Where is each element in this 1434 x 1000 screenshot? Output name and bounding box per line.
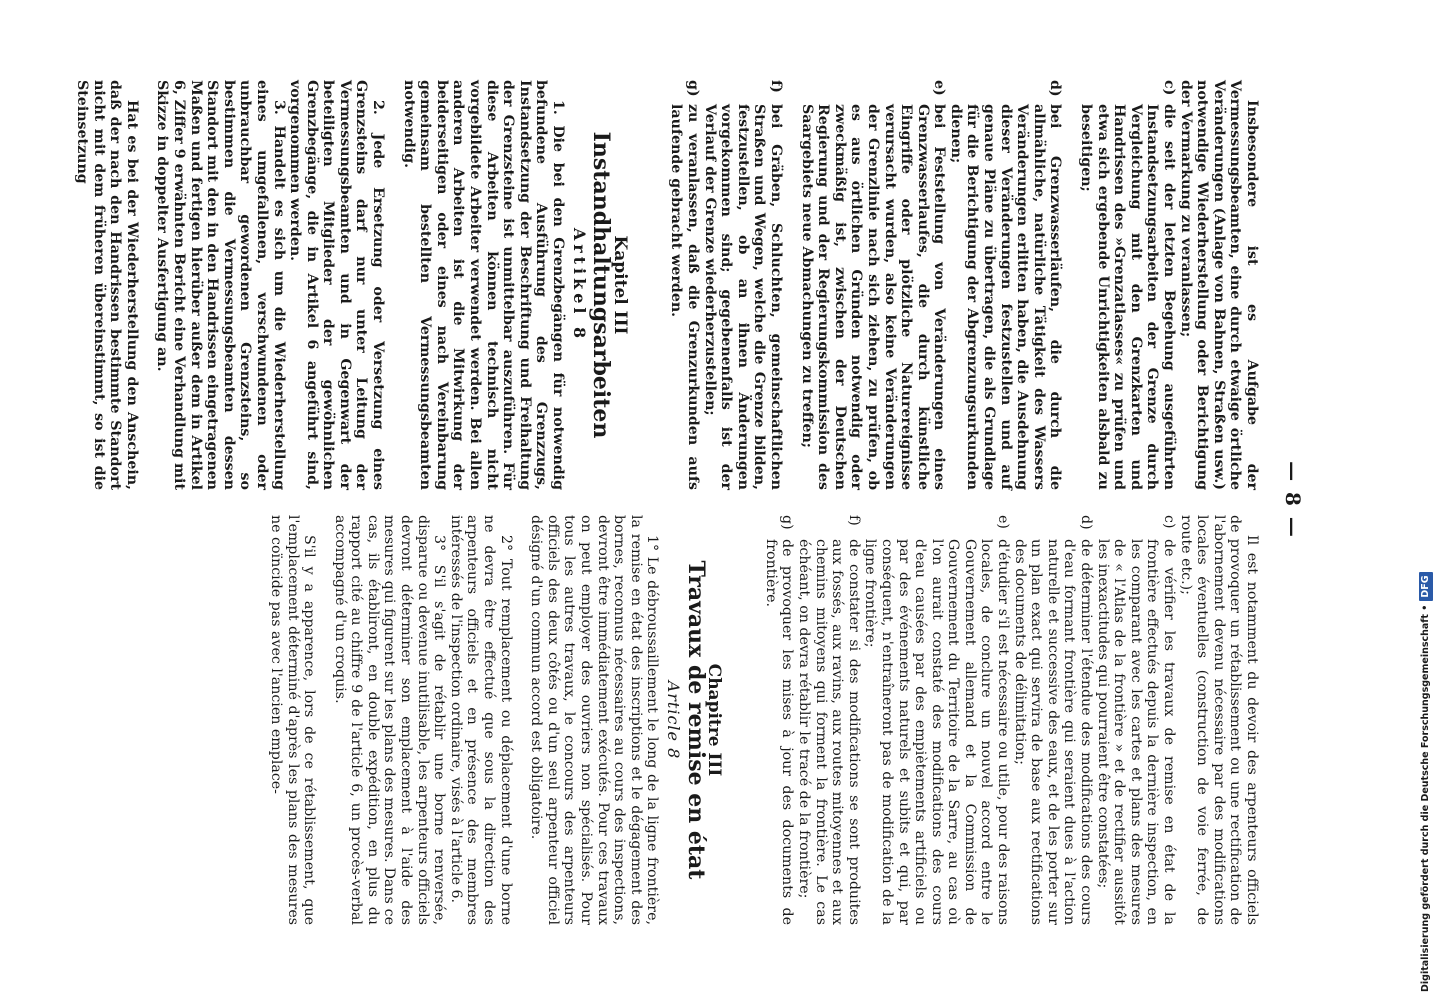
german-item-g: g) zu veranlassen, daß die Grenzurkunden aufs laufende gebracht werden. (668, 80, 701, 490)
german-article-heading: Artikel 8 (569, 227, 589, 343)
german-item-e: e) bei Feststellung von Veränderungen eines Grenzwasserlaufes, die durch künstliche Eingriffe oder plötzliche Naturereignisse verursacht wurden, also keine Veränderungen der Grenzlinie nach sich ziehen, zu prüfen, ob es aus örtlichen Gründen notwendig oder zweckmäßig ist, zwischen der Deutschen Regierung und der Regierungskommission des Saargebiets neue Abmachungen zu treffen; (798, 80, 948, 490)
french-item-c: c) de vérifier les travaux de remise en état de la frontière effectués depuis la dernière inspection, en les comparant avec les cartes et plans des mesures de « l'Atlas de la frontière » et de rectifier aussitôt les inexactitudes qui pourraient être constatées; (1094, 515, 1178, 925)
german-item-c: c) die seit der letzten Begehung ausgeführten Instandsetzungsarbeiten der Grenze durch Vergleichung mit den Grenzkarten und Handrissen des »Grenzatlasses« zu prüfen und etwa sich ergebende Unrichtigkeiten alsbald zu beseitigen; (1078, 80, 1178, 490)
french-chapter-title: Travaux de remise en état (682, 560, 709, 880)
german-paragraph-2: 2. Jede Ersetzung oder Versetzung eines Grenzsteins darf nur unter Leitung der Vermessungsbeamten und in Gegenwart der beteiligten Mitglieder der gewöhnlichen Grenzbegänge, die in Artikel 6 angeführt sind, vorgenommen werden. (287, 80, 387, 490)
document-page (25, 60, 1315, 940)
german-chapter-heading: Kapitel III (609, 235, 630, 335)
french-paragraph-2: 2° Tout remplacement ou déplacement d'une borne ne devra être effectué que sous la direction des arpenteurs officiels et en présence des membres intéressés de l'inspection ordinaire, visés à l'article 6. (447, 515, 514, 925)
french-item-d: d) de déterminer l'étendue des modifications des cours d'eau formant frontière qui seraient dues à l'action naturelle et successive des eaux, et de les porter sur un plan exact qui servira de base aux rectifications des documents de délimitation; (1011, 515, 1095, 925)
french-item-g: g) de provoquer les mises à jour des documents de frontière. (762, 515, 796, 925)
german-column (73, 80, 1260, 490)
french-item-f: f) de constater si des modifications se sont produites aux fossés, aux ravins, aux routes mitoyennes et aux chemins mitoyens qui forment la frontière. Le cas échéant, on devra rétablir le tracé de la frontière; (795, 515, 862, 925)
german-chapter-title: Instandhaltungsarbeiten (588, 131, 615, 439)
french-article-heading: Article 8 (664, 680, 683, 760)
german-intro-paragraph: Insbesondere ist es Aufgabe der Vermessungsbeamten, eine durch etwaige örtliche Veränderungen (Anlage von Bahnen, Straßen usw.) notwendige Wiederherstellung oder Berichtigung der Vermarkung zu veranlassen; (1177, 80, 1260, 490)
french-paragraph-1: 1° Le débroussaillement le long de la ligne frontière, la remise en état des inscriptions et le dégagement des bornes, reconnus nécessaires au cours des inspections, devront être immédiatement exécutés. Pour ces travaux on peut employer des ouvriers non spécialisés. Pour tous les autres travaux, le concours des arpenteurs officiels des deux côtés ou d'un seul arpenteur officiel désigné d'un commun accord est obligatoire. (528, 515, 661, 925)
digitization-credit (1419, 8, 1434, 992)
french-paragraph-4: S'il y a apparence, lors de ce rétablissement, que l'emplacement déterminé d'après les plans des mesures ne coïncide pas avec l'ancien emplace- (267, 515, 318, 925)
french-column (267, 515, 1260, 925)
digitization-credit-text: Digitalisierung gefördert durch die Deutsche Forschungsgemeinschaft • (1420, 604, 1431, 992)
german-item-d: d) bei Grenzwasserläufen, die durch die allmähliche, natürliche Tätigkeit des Wassers Veränderungen erlitten haben, die Ausdehnung dieser Veränderungen festzustellen und auf genaue Pläne zu übertragen, die als Grundlage für die Berichtigung der Abgrenzungsurkunden dienen; (947, 80, 1064, 490)
french-item-e: e) d'étudier s'il est nécessaire ou utile, pour des raisons locales, de conclure un nouvel accord entre le Gouvernement allemand et la Commission de Gouvernement du Territoire de la Sarre, au cas où l'on aurait constaté des modifications des cours d'eau causées par des empiètements artificiels ou par des événements naturels et subits et qui, par conséquent, n'entraîneront pas de modification de la ligne frontière; (862, 515, 1012, 925)
german-paragraph-3: 3. Handelt es sich um die Wiederherstellung eines umgefallenen, verschwundenen oder unbrauchbar gewordenen Grenzsteins, so bestimmen die Vermessungsbeamten dessen Standort mit den in den Handrissen eingetragenen Maßen und fertigen hierüber außer dem in Artikel 6, Ziffer 9 erwähnten Bericht eine Verhandlung mit Skizze in doppelter Ausfertigung an. (154, 80, 287, 490)
french-paragraph-3: 3° S'il s'agit de rétablir une borne renversée, disparue ou devenue inutilisable, les arpenteurs officiels devront déterminer son emplacement à l'aide des mesures qui figurent sur les plans des mesures. Dans ce cas, ils établiront, en double expédition, en plus du rapport cité au chiffre 9 de l'article 6, un procès-verbal accompagné d'un croquis. (331, 515, 448, 925)
german-paragraph-4: Hat es bei der Wiederherstellung den Anschein, daß der nach den Handrissen bestimmte Standort nicht mit dem früheren übereinstimmt, so ist die Steinsetzung (74, 80, 140, 490)
french-intro-paragraph: Il est notamment du devoir des arpenteurs officiels de provoquer un rétablissement ou une rectification de l'abornement devenu nécessaire par des modifications locales éventuelles (construction de voie ferrée, de route etc.); (1177, 515, 1260, 925)
digitization-sidebar (1416, 8, 1434, 992)
page-number: — 8 — (1281, 461, 1305, 539)
french-chapter-heading: Chapitre III (704, 663, 725, 777)
german-paragraph-1: 1. Die bei den Grenzbegängen für notwendig befundene Ausführung des Grenzzugs, Instandsetzung der Beschriftung und Freihaltung der Grenzsteine ist unmittelbar auszuführen. Für diese Arbeiten können technisch nicht vorgebildete Arbeiter verwendet werden. Bei allen anderen Arbeiten ist die Mitwirkung der beiderseitigen oder eines nach Vereinbarung gemeinsam bestellten Vermessungsbeamten notwendig. (400, 80, 567, 490)
german-item-f: f) bei Gräben, Schluchten, gemeinschaftlichen Straßen und Wegen, welche die Grenze bilden, festzustellen, ob an ihnen Änderungen vorgekommen sind; gegebenenfalls ist der Verlauf der Grenze wiederherzustellen; (701, 80, 784, 490)
dfg-logo: DFG (1419, 572, 1433, 600)
